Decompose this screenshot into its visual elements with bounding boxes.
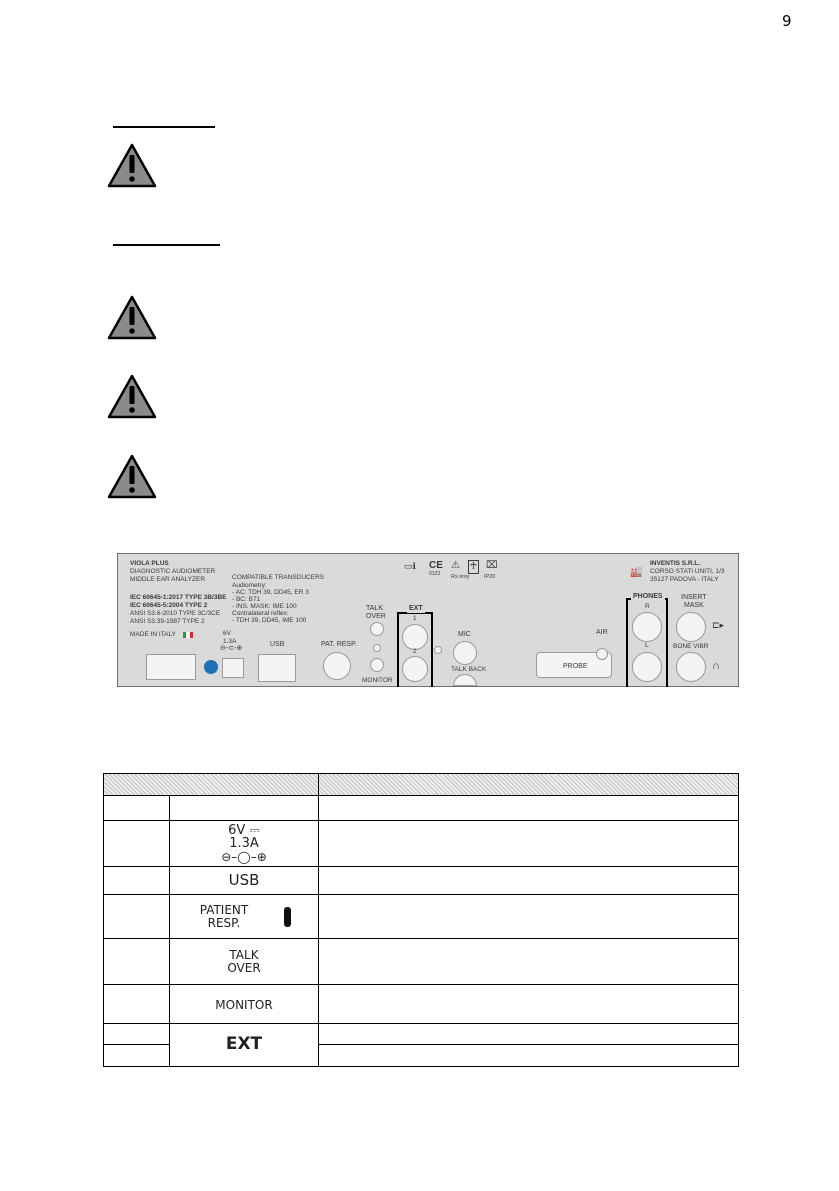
ip-rating: IP20 [484, 574, 496, 580]
device-name: VIOLA PLUS [130, 560, 169, 567]
italy-flag-icon [183, 632, 193, 638]
push-button-icon [284, 907, 291, 927]
phones-label: PHONES [633, 593, 663, 600]
manufacturer-line: CORSO STATI UNITI, 1/3 [650, 568, 725, 575]
device-desc: MIDDLE EAR ANALYZER [130, 576, 206, 583]
table-row [104, 939, 739, 985]
warning-icon [107, 143, 157, 188]
manufacturer-line: INVENTIS S.R.L. [650, 560, 701, 567]
power-current-label: 1.3A [229, 836, 259, 852]
table-header-row [104, 774, 739, 796]
pat-resp-label: PAT. RESP. [321, 641, 357, 648]
power-voltage: 6V [223, 630, 231, 637]
air-port [596, 648, 608, 660]
talk-over-label: TALK [229, 947, 259, 962]
weee-icon: ⌧ [486, 560, 498, 571]
table-row [104, 821, 739, 867]
table-cell [319, 895, 739, 939]
polarity-icon: ⊖-⊂-⊕ [220, 645, 243, 652]
talk-back-label: TALK BACK [451, 666, 487, 673]
table-cell [104, 985, 170, 1024]
table-cell [104, 939, 170, 985]
mic-label: MIC [458, 631, 471, 638]
table-cell [104, 796, 170, 821]
warning-icon [107, 454, 157, 499]
table-row [104, 796, 739, 821]
type-bf-icon: ♰ [469, 561, 478, 572]
power-symbol-cell [170, 821, 319, 867]
transducer-line: - AC: TDH 39, DD45, ER 3 [232, 589, 309, 596]
usb-port [258, 654, 296, 682]
standard-line: ANSI S3.6-2010 TYPE 3C/3CE [130, 610, 221, 617]
power-icon [204, 660, 218, 674]
patient-resp-label: RESP. [207, 915, 241, 930]
table-row [104, 895, 739, 939]
caution-icon: ⚠ [451, 560, 460, 571]
pat-resp-jack [323, 652, 351, 680]
manufacturer-line: 35127 PADOVA - ITALY [650, 576, 719, 583]
ext-2-jack [402, 656, 428, 682]
table-cell [104, 1024, 170, 1045]
table-cell [104, 821, 170, 867]
rx-only-label: Rx only [451, 574, 470, 580]
probe-label: PROBE [563, 663, 588, 670]
talk-back-jack [453, 674, 477, 686]
patient-resp-cell [170, 895, 319, 939]
bone-vibr-label: BONE VIBR [673, 643, 709, 650]
ext-label: EXT [409, 605, 423, 612]
table-cell [319, 1024, 739, 1045]
phones-r-jack [632, 612, 662, 642]
polarity-icon: ⊖–◯–⊕ [221, 849, 267, 864]
dc-symbol-icon: ⎓ [245, 822, 260, 838]
usb-label: USB [228, 870, 260, 889]
talk-over-label: TALK [366, 605, 383, 612]
power-current: 1.3A [223, 638, 237, 645]
ext-2-label: 2 [413, 648, 417, 655]
ext-cell [170, 1024, 319, 1067]
table-cell [319, 867, 739, 895]
rear-panel [117, 553, 739, 687]
ext-1-jack [402, 624, 428, 650]
talk-over-jack [370, 622, 384, 636]
transducer-line: Audiometry: [232, 582, 267, 589]
device-desc: DIAGNOSTIC AUDIOMETER [130, 568, 216, 575]
power-voltage-label: 6V [228, 822, 246, 838]
table-row [104, 1024, 739, 1045]
ce-mark-icon: CE [429, 560, 443, 571]
table-cell [104, 895, 170, 939]
table-cell [104, 867, 170, 895]
manufacturer-icon: 🏭 [630, 567, 643, 578]
talk-over-label: OVER [366, 613, 386, 620]
table-row [104, 867, 739, 895]
ce-number: 0123 [429, 571, 441, 577]
standard-line: IEC 60645-1:2017 TYPE 3B/3BE [130, 594, 227, 601]
table-cell [319, 985, 739, 1024]
usb-cell [170, 867, 319, 895]
air-label: AIR [596, 629, 608, 636]
table-cell [319, 1045, 739, 1067]
warning-icon [107, 295, 157, 340]
transducers-title: COMPATIBLE TRANSDUCERS [232, 574, 325, 581]
table-cell [104, 1045, 170, 1067]
table-cell [170, 796, 319, 821]
insert-mask-label: MASK [684, 602, 704, 609]
led-indicator [434, 646, 442, 654]
page-number: 9 [782, 12, 792, 30]
table-row [104, 985, 739, 1024]
headphones-icon: ∩ [712, 660, 720, 672]
phones-l-label: L [645, 642, 649, 649]
ext-1-label: 1 [413, 615, 417, 622]
ext-label: EXT [225, 1034, 263, 1055]
warning-icon [107, 374, 157, 419]
table-header-cell [104, 774, 319, 796]
patient-resp-label: PATIENT [199, 902, 249, 917]
power-switch [146, 654, 196, 680]
power-jack [222, 658, 244, 678]
phones-r-label: R [645, 603, 650, 610]
standard-line: ANSI S3.39-1987 TYPE 2 [130, 618, 205, 625]
bone-vibr-jack [676, 652, 706, 682]
monitor-cell [170, 985, 319, 1024]
table-cell [319, 796, 739, 821]
talk-over-cell [170, 939, 319, 985]
monitor-jack [370, 658, 384, 672]
transducer-line: Contralateral reflex: [232, 610, 289, 617]
usb-label: USB [270, 641, 285, 648]
insert-mask-jack [676, 612, 706, 642]
standard-line: IEC 60645-5:2004 TYPE 2 [130, 602, 208, 609]
transducer-line: - TDH 39, DD45, IME 100 [232, 617, 307, 624]
heading-underline-2 [113, 244, 220, 246]
connector-table [103, 773, 739, 1067]
monitor-label: MONITOR [362, 677, 393, 684]
insert-mask-label: INSERT [681, 594, 707, 601]
heading-underline-1 [113, 126, 215, 128]
manual-icon: ▭ℹ [404, 561, 416, 571]
table-cell [319, 821, 739, 867]
table-header-cell [319, 774, 739, 796]
transducer-line: - BC: B71 [232, 596, 261, 603]
monitor-label: MONITOR [215, 997, 273, 1012]
mic-jack [453, 641, 477, 665]
talk-over-label: OVER [227, 960, 261, 975]
table-cell [319, 939, 739, 985]
insert-earphone-icon: ⊏▸ [712, 620, 725, 630]
made-in-label: MADE IN ITALY [130, 631, 176, 638]
phones-l-jack [632, 652, 662, 682]
led-indicator [373, 644, 381, 652]
transducer-line: - INS. MASK: IME 100 [232, 603, 297, 610]
